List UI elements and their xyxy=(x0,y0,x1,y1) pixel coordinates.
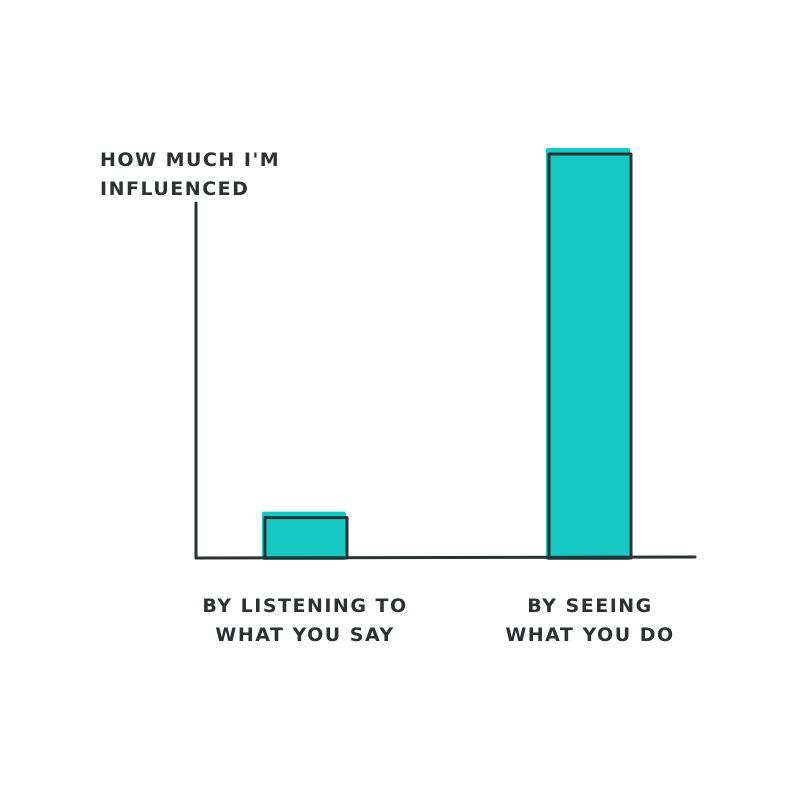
bar-seeing-fill xyxy=(546,148,630,560)
x-tick-label-seeing-line-2: WHAT YOU DO xyxy=(505,624,675,646)
y-axis-label xyxy=(100,146,300,204)
y-axis-label-line-2: INFLUENCED xyxy=(100,178,250,200)
x-tick-label-seeing xyxy=(450,592,730,650)
x-tick-label-listening-line-2: WHAT YOU SAY xyxy=(215,624,395,646)
x-axis-line xyxy=(196,557,695,558)
x-tick-label-seeing-line-1: BY SEEING xyxy=(527,595,653,617)
bars-group xyxy=(262,148,631,560)
x-tick-label-listening xyxy=(165,592,445,650)
x-tick-label-listening-line-1: BY LISTENING TO xyxy=(202,595,408,617)
y-axis-label-line-1: HOW MUCH I'M xyxy=(100,149,281,171)
